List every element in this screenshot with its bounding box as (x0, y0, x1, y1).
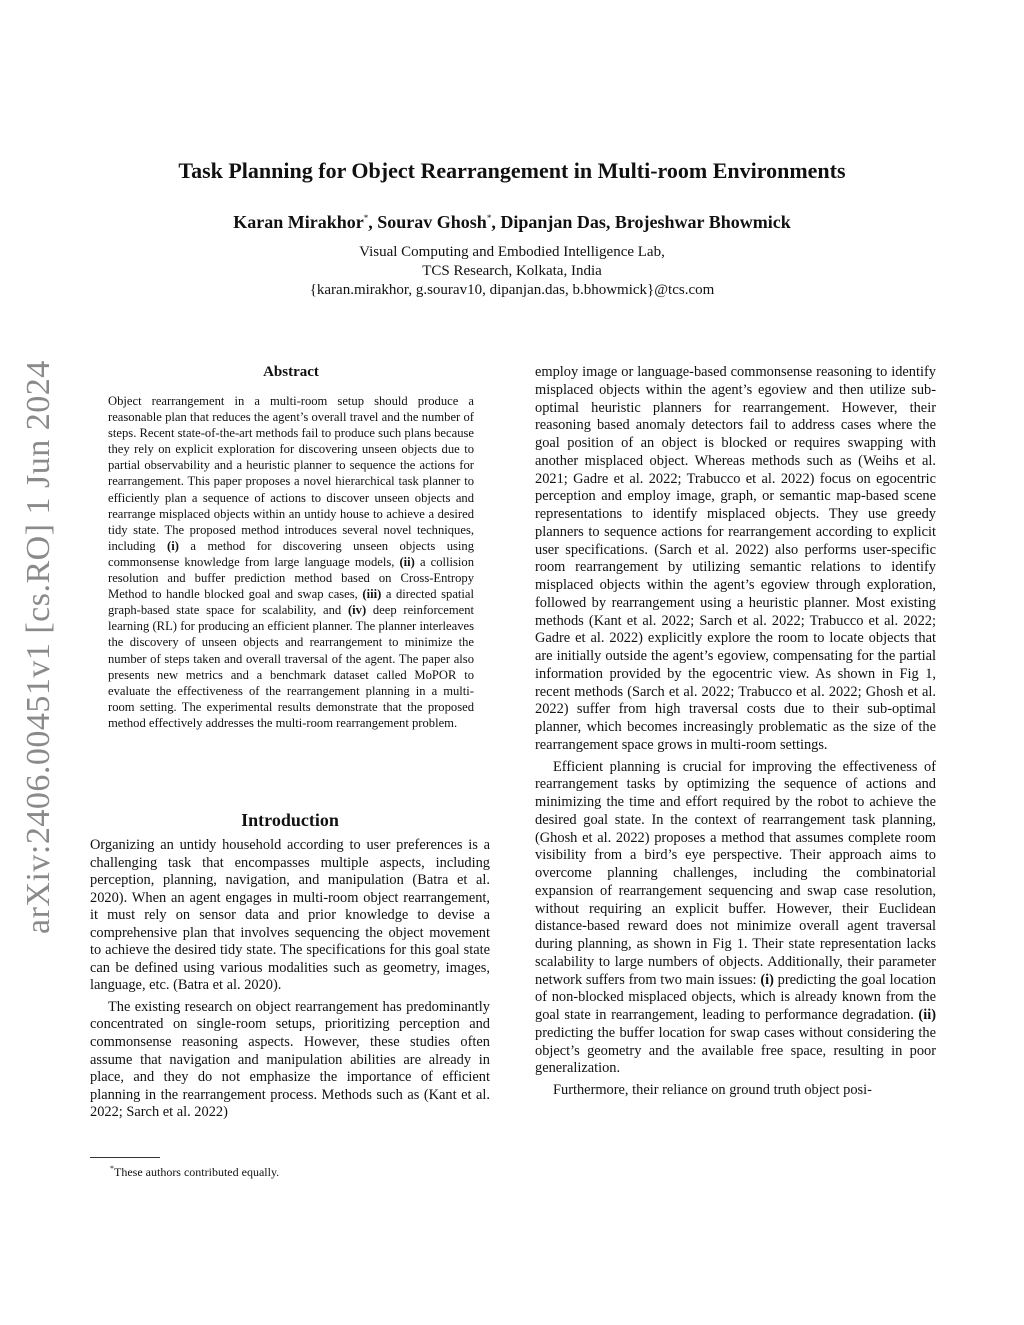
enum-marker: (iii) (362, 587, 382, 602)
body-paragraph: Furthermore, their reliance on ground truth object posi- (553, 1082, 872, 1098)
abstract-part: a method for discovering unseen objects using commonsense knowledge from large language models, (108, 538, 474, 569)
intro-paragraph: Organizing an untidy household according to user preferences is a challenging task that encompasses multiple aspects, including perception, planning, navigation, and manipulation (Batra et al. 2020). When an agent engages in multi-room object rearrangement, it must rely on sensor data and prior knowledge to devise a comprehensive plan that involves sequencing the object movement to achieve the desired tidy state. The specifications for this goal state can be defined using various modalities such as geometry, images, language, etc. (Batra et al. 2020). (90, 837, 490, 994)
abstract-part: Object rearrangement in a multi-room setup should produce a reasonable plan that reduces the agent’s overall travel and the number of steps. Recent state-of-the-art methods fail to produce such plans because they rely on explicit exploration for discovering unseen objects due to partial observability and a heuristic planner to sequence the actions for rearrangement. This paper proposes a novel hierarchical task planner to efficiently plan a sequence of actions to discover unseen objects and rearrange misplaced objects within an untidy house to achieve a desired tidy state. The proposed method introduces several novel techniques, including (108, 394, 474, 553)
enum-marker: (i) (760, 971, 774, 988)
author-list (0, 212, 1024, 233)
enum-marker: (i) (167, 538, 179, 553)
abstract-part: deep reinforcement learning (RL) for producing an efficient planner. The planner interleaves the discovery of unseen objects and rearrangement to minimize the number of steps taken and overall traversal of the agent. The paper also presents new metrics and a benchmark dataset called MoPOR to evaluate the effectiveness of the rearrangement planning in a multi-room setting. The experimental results demonstrate that the proposed method effectively addresses the multi-room rearrangement problem. (108, 603, 475, 730)
footnote-divider (90, 1157, 160, 1158)
right-column-body (535, 364, 936, 1100)
author-separator: , (605, 212, 615, 232)
enum-marker: (ii) (399, 554, 415, 569)
paragraph-part: predicting the goal location of non-blocked misplaced objects, which is already known from the goal state in rearrangement, leading to performance degradation. (535, 971, 936, 1023)
arxiv-identifier: arXiv:2406.00451v1 [cs.RO] 1 Jun 2024 (20, 360, 57, 934)
paragraph-part: predicting the buffer location for swap cases without considering the object’s geometry and the available free space, resulting in poor generalization. (535, 1024, 936, 1077)
body-paragraph: employ image or language-based commonsense reasoning to identify misplaced objects within the agent’s egoview and then utilize sub-optimal heuristic planners for rearrangement. However, their reasoning based anomaly detectors fail to address cases where the goal position of an object is blocked or requires swapping with another misplaced object. Whereas methods such as (Weihs et al. 2021; Gadre et al. 2022; Trabucco et al. 2022) focus on egocentric perception and employ image, graph, or semantic map-based scene representations to identify misplaced objects. They use greedy planners to sequence actions for rearrangement according to explicit user specifications. (Sarch et al. 2022) also performs user-specific room rearrangement by utilizing semantic relations to identify misplaced objects within the agent’s egoview through exploration, followed by rearrangement using a heuristic planner. Most existing methods (Kant et al. 2022; Sarch et al. 2022; Trabucco et al. 2022; Gadre et al. 2022) explicitly explore the room to locate objects that are initially outside the agent’s egoview, compensating for the partial information provided by the egocentric view. As shown in Fig 1, recent methods (Sarch et al. 2022; Trabucco et al. 2022; Ghosh et al. 2022) suffer from high traversal costs due to their sub-optimal planner, which becomes increasingly problematic as the size of the rearrangement space grows in multi-room settings. (535, 364, 936, 753)
paragraph-part: Efficient planning is crucial for improving the effectiveness of rearrangement tasks by optimizing the sequence of actions and minimizing the time and effort required by the robot to achieve the desired goal state. In the context of rearrangement task planning, (Ghosh et al. 2022) proposes a method that assumes complete room visibility from a bird’s eye perspective. Their approach aims to overcome planning challenges, including the combinatorial expansion of rearrangement sequencing and swap case resolution, without requiring an explicit buffer. However, their Euclidean distance-based reward does not minimize overall agent traversal during planning, as shown in Fig 1. Their state representation lacks scalability to large numbers of objects. Additionally, their parameter network suffers from two main issues: (535, 758, 936, 988)
body-paragraph (535, 759, 936, 1079)
intro-paragraph: The existing research on object rearrangement has predominantly concentrated on single-room setups, prioritizing perception and commonsense reasoning aspects. However, these studies often assume that navigation and manipulation abilities are already in place, and they do not emphasize the importance of efficient planning in the rearrangement process. Methods such as (Kant et al. 2022; Sarch et al. 2022) (90, 998, 490, 1121)
footnote (110, 1162, 279, 1179)
abstract-text (108, 393, 474, 731)
abstract-part: a directed spatial graph-based state space for scalability, and (108, 587, 474, 618)
abstract-part: a collision resolution and buffer prediction method based on Cross-Entropy Method to handle blocked goal and swap cases, (108, 554, 474, 602)
introduction-heading: Introduction (241, 810, 339, 830)
enum-marker: (iv) (347, 603, 367, 618)
equal-contribution-mark: * (363, 213, 369, 223)
author-name: Sourav Ghosh (377, 212, 487, 232)
affiliation-lab: Visual Computing and Embodied Intelligence Lab, (359, 244, 665, 260)
equal-contribution-mark: * (486, 213, 492, 223)
author-separator: , (368, 212, 378, 232)
paper-title: Task Planning for Object Rearrangement in Multi-room Environments (178, 158, 846, 183)
author-name: Brojeshwar Bhowmick (614, 212, 791, 232)
author-name: Karan Mirakhor (233, 212, 364, 232)
author-separator: , (491, 212, 501, 232)
footnote-text: These authors contributed equally. (114, 1165, 280, 1179)
introduction-body (90, 837, 490, 1122)
affiliation-org: TCS Research, Kolkata, India (422, 263, 602, 279)
footnote-mark: * (110, 1164, 114, 1173)
author-name: Dipanjan Das (500, 212, 606, 232)
enum-marker: (ii) (918, 1007, 936, 1023)
affiliation-emails: {karan.mirakhor, g.sourav10, dipanjan.das, b.bhowmick}@tcs.com (309, 282, 715, 298)
abstract-heading: Abstract (263, 364, 319, 380)
